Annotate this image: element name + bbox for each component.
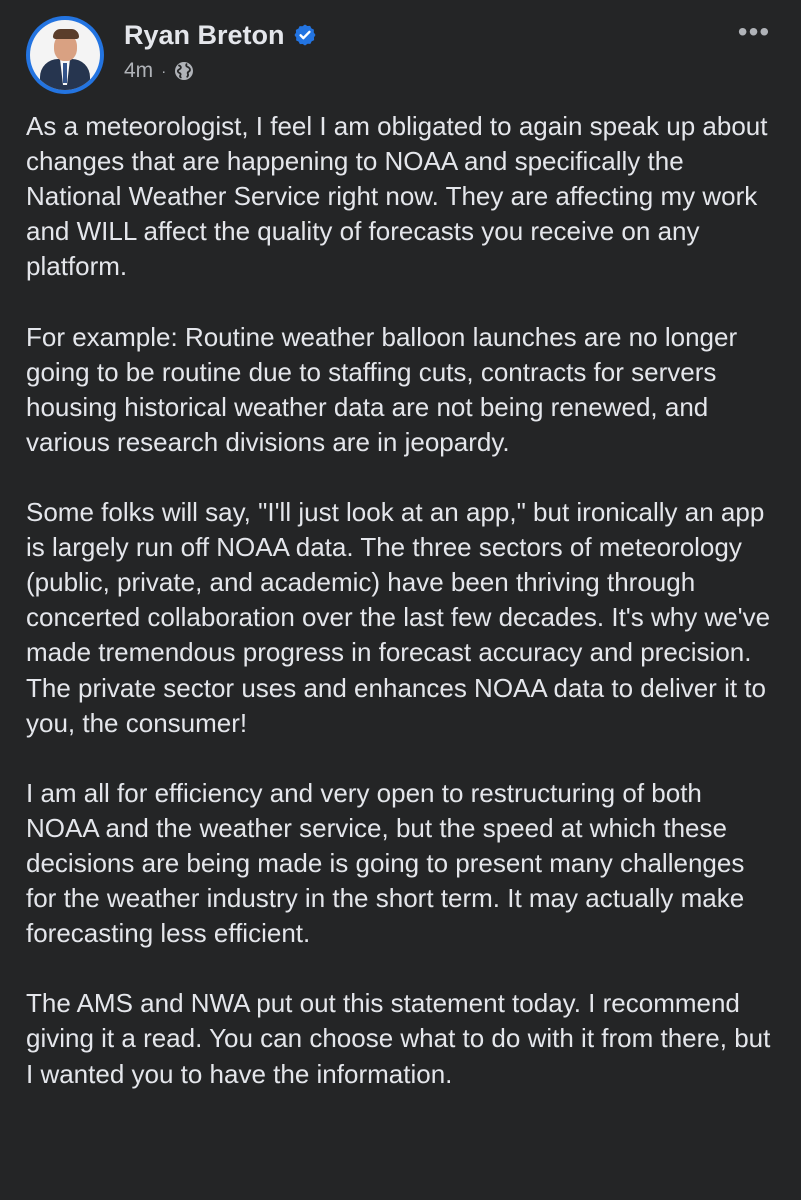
profile-photo <box>30 20 100 90</box>
post-paragraph: I am all for efficiency and very open to restructuring of both NOAA and the weather service, but the speed at which these decisions are being made is going to present many challenges for the weather industry in the short term. It may actually make forecasting less efficient. <box>26 777 745 949</box>
author-name[interactable]: Ryan Breton <box>124 19 285 50</box>
post-paragraph: The AMS and NWA put out this statement today. I recommend giving it a read. You can choose what to do with it from there, but I wanted you to have the information. <box>26 988 771 1089</box>
post-header <box>24 14 777 100</box>
post-body <box>26 109 778 1092</box>
post-paragraph: As a meteorologist, I feel I am obligated to again speak up about changes that are happening to NOAA and specifically the National Weather Service right now. They are affecting my work and WILL affect the quality of forecasts you receive on any platform. <box>26 111 768 282</box>
avatar-tie-shape <box>63 63 67 83</box>
post-paragraph: Some folks will say, "I'll just look at an app," but ironically an app is largely run off NOAA data. The three sectors of meteorology (public, private, and academic) have been thriving through concerted collaboration over the last few decades. It's why we've made tremendous progress in forecast accuracy and precision. The private sector uses and enhances NOAA data to deliver it to you, the consumer! <box>26 497 771 738</box>
post-meta <box>124 59 194 83</box>
post-time[interactable]: 4m <box>124 59 154 82</box>
post-paragraph: For example: Routine weather balloon launches are no longer going to be routine due to staffing cuts, contracts for servers housing historical weather data are not being renewed, and various research divisions are in jeopardy. <box>26 321 738 457</box>
avatar[interactable] <box>26 16 104 94</box>
verified-badge-icon <box>293 23 317 47</box>
public-globe-icon <box>174 61 194 81</box>
author-name-row <box>124 16 317 54</box>
meta-separator: · <box>161 62 167 80</box>
avatar-hair-shape <box>53 29 79 39</box>
more-options-icon[interactable]: ••• <box>737 16 771 47</box>
